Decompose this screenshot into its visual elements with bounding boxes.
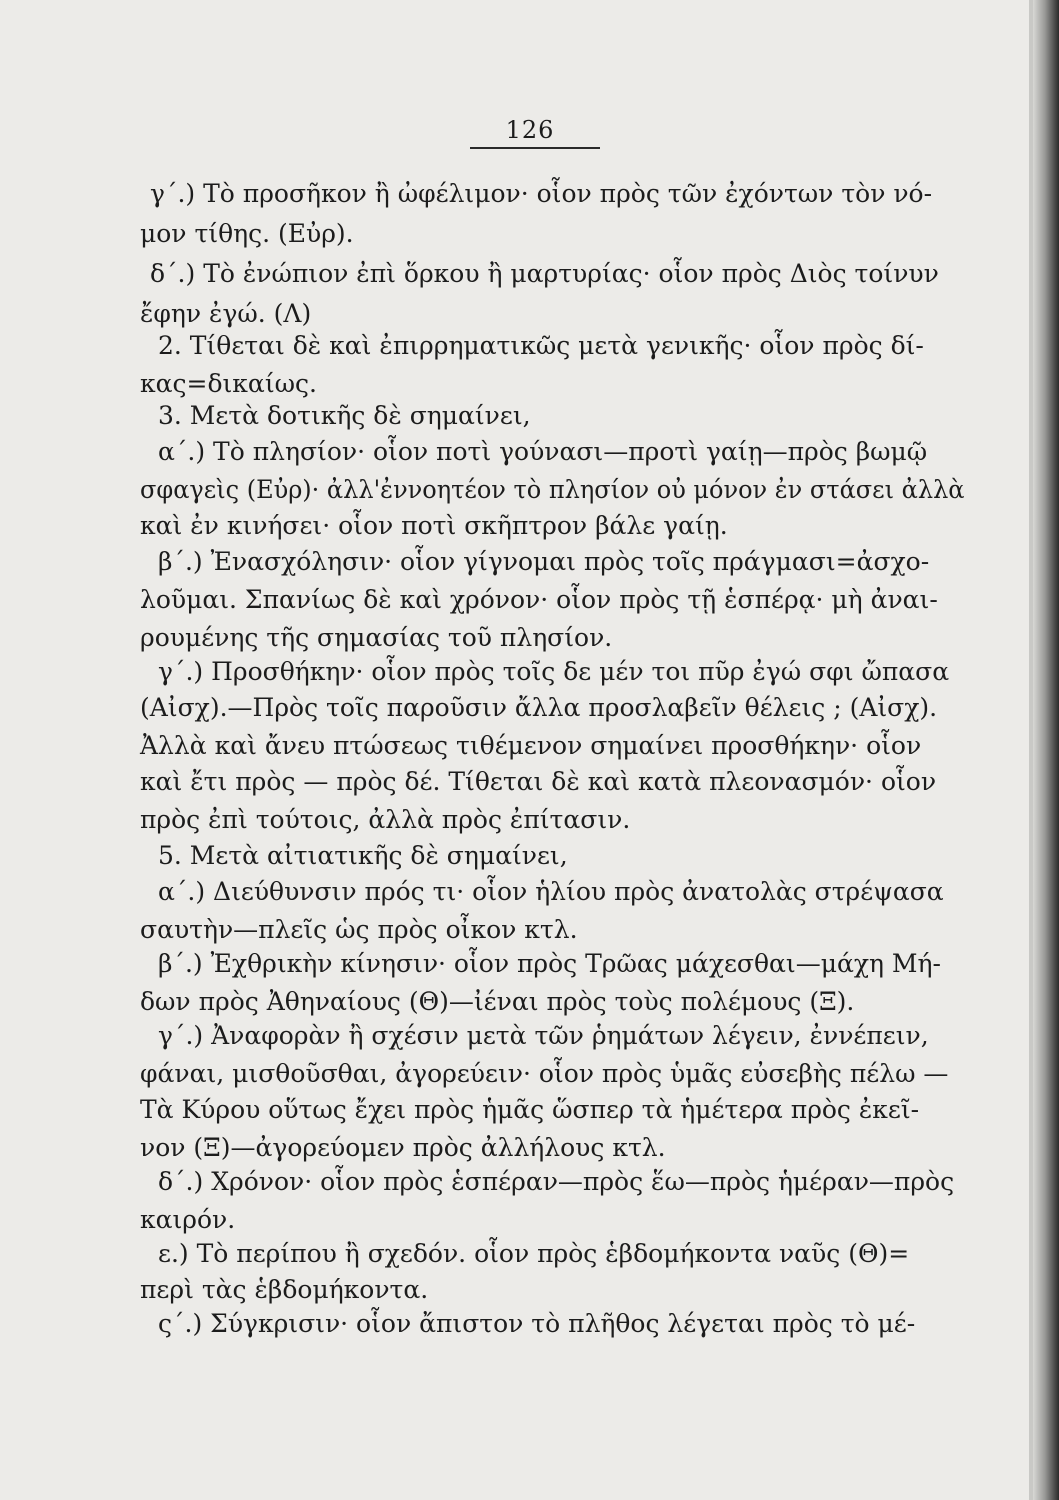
text-line: περὶ τὰς ἑβδομήκοντα.	[140, 1275, 429, 1304]
text-line: πρὸς ἐπὶ τούτοις, ἀλλὰ πρὸς ἐπίτασιν.	[140, 805, 631, 834]
text-line: Τὰ Κύρου οὕτως ἔχει πρὸς ἡμᾶς ὥσπερ τὰ ἡμέτερα πρὸς ἐκεῖ-	[140, 1095, 920, 1124]
text-line: α΄.) Τὸ πλησίον· οἷον ποτὶ γούνασι—προτὶ γαίῃ—πρὸς βωμῷ	[158, 437, 928, 466]
text-line: δ΄.) Χρόνον· οἷον πρὸς ἑσπέραν—πρὸς ἕω—πρὸς ἡμέραν—πρὸς	[158, 1167, 955, 1196]
book-spine-shadow	[1033, 0, 1059, 1500]
text-line: ε.) Τὸ περίπου ἢ σχεδόν. οἷον πρὸς ἑβδομήκοντα ναῦς (Θ)=	[158, 1239, 910, 1268]
text-line: καιρόν.	[140, 1205, 236, 1234]
text-line: δων πρὸς Ἀθηναίους (Θ)—ἰέναι πρὸς τοὺς πολέμους (Ξ).	[140, 987, 855, 1016]
text-line: σφαγεὶς (Εὐρ)· ἀλλ'ἐννοητέον τὸ πλησίον οὐ μόνον ἐν στάσει ἀλλὰ	[140, 475, 965, 504]
text-line: β΄.) Ἐχθρικὴν κίνησιν· οἷον πρὸς Τρῶας μάχεσθαι—μάχη Μή-	[158, 949, 941, 978]
text-line: ἔφην ἐγώ. (Λ)	[140, 299, 312, 328]
text-line: (Αἰσχ).—Πρὸς τοῖς παροῦσιν ἄλλα προσλαβεῖν θέλεις ; (Αἰσχ).	[140, 693, 938, 722]
text-line: λοῦμαι. Σπανίως δὲ καὶ χρόνον· οἷον πρὸς τῇ ἑσπέρᾳ· μὴ ἀναι-	[140, 585, 938, 614]
text-line: φάναι, μισθοῦσθαι, ἀγορεύειν· οἷον πρὸς ὑμᾶς εὐσεβὴς πέλω —	[140, 1059, 949, 1088]
text-line: γ΄.) Προσθήκην· οἷον πρὸς τοῖς δε μέν τοι πῦρ ἐγώ σφι ὤπασα	[158, 657, 950, 686]
text-line: 3. Μετὰ δοτικῆς δὲ σημαίνει,	[158, 401, 531, 430]
text-line: σαυτὴν—πλεῖς ὡς πρὸς οἶκον κτλ.	[140, 915, 578, 944]
text-line: μον τίθης. (Εὐρ).	[140, 219, 354, 248]
page-number: 126	[505, 116, 555, 144]
header-rule	[470, 147, 600, 149]
text-line: ς΄.) Σύγκρισιν· οἷον ἄπιστον τὸ πλῆθος λέγεται πρὸς τὸ μέ-	[158, 1309, 916, 1338]
text-line: γ΄.) Ἀναφορὰν ἢ σχέσιν μετὰ τῶν ῥημάτων λέγειν, ἐννέπειν,	[158, 1021, 929, 1050]
text-line: Ἀλλὰ καὶ ἄνευ πτώσεως τιθέμενον σημαίνει προσθήκην· οἷον	[140, 731, 922, 760]
text-line: 2. Τίθεται δὲ καὶ ἐπιρρηματικῶς μετὰ γενικῆς· οἷον πρὸς δί-	[158, 331, 924, 360]
text-line: γ΄.) Τὸ προσῆκον ἢ ὠφέλιμον· οἷον πρὸς τῶν ἐχόντων τὸν νό-	[150, 179, 933, 208]
text-line: α΄.) Διεύθυνσιν πρός τι· οἷον ἡλίου πρὸς ἀνατολὰς στρέψασα	[158, 877, 944, 906]
text-line: β΄.) Ἐνασχόλησιν· οἷον γίγνομαι πρὸς τοῖς πράγμασι=ἀσχο-	[158, 547, 930, 576]
text-line: ρουμένης τῆς σημασίας τοῦ πλησίον.	[140, 623, 613, 652]
text-line: καὶ ἔτι πρὸς — πρὸς δέ. Τίθεται δὲ καὶ κατὰ πλεονασμόν· οἷον	[140, 767, 937, 796]
text-line: καὶ ἐν κινήσει· οἷον ποτὶ σκῆπτρον βάλε γαίῃ.	[140, 511, 728, 540]
text-line: δ΄.) Τὸ ἐνώπιον ἐπὶ ὅρκου ἢ μαρτυρίας· οἷον πρὸς Διὸς τοίνυν	[150, 259, 939, 288]
text-line: νον (Ξ)—ἀγορεύομεν πρὸς ἀλλήλους κτλ.	[140, 1133, 666, 1162]
text-line: 5. Μετὰ αἰτιατικῆς δὲ σημαίνει,	[158, 841, 568, 870]
text-line: κας=δικαίως.	[140, 369, 317, 398]
